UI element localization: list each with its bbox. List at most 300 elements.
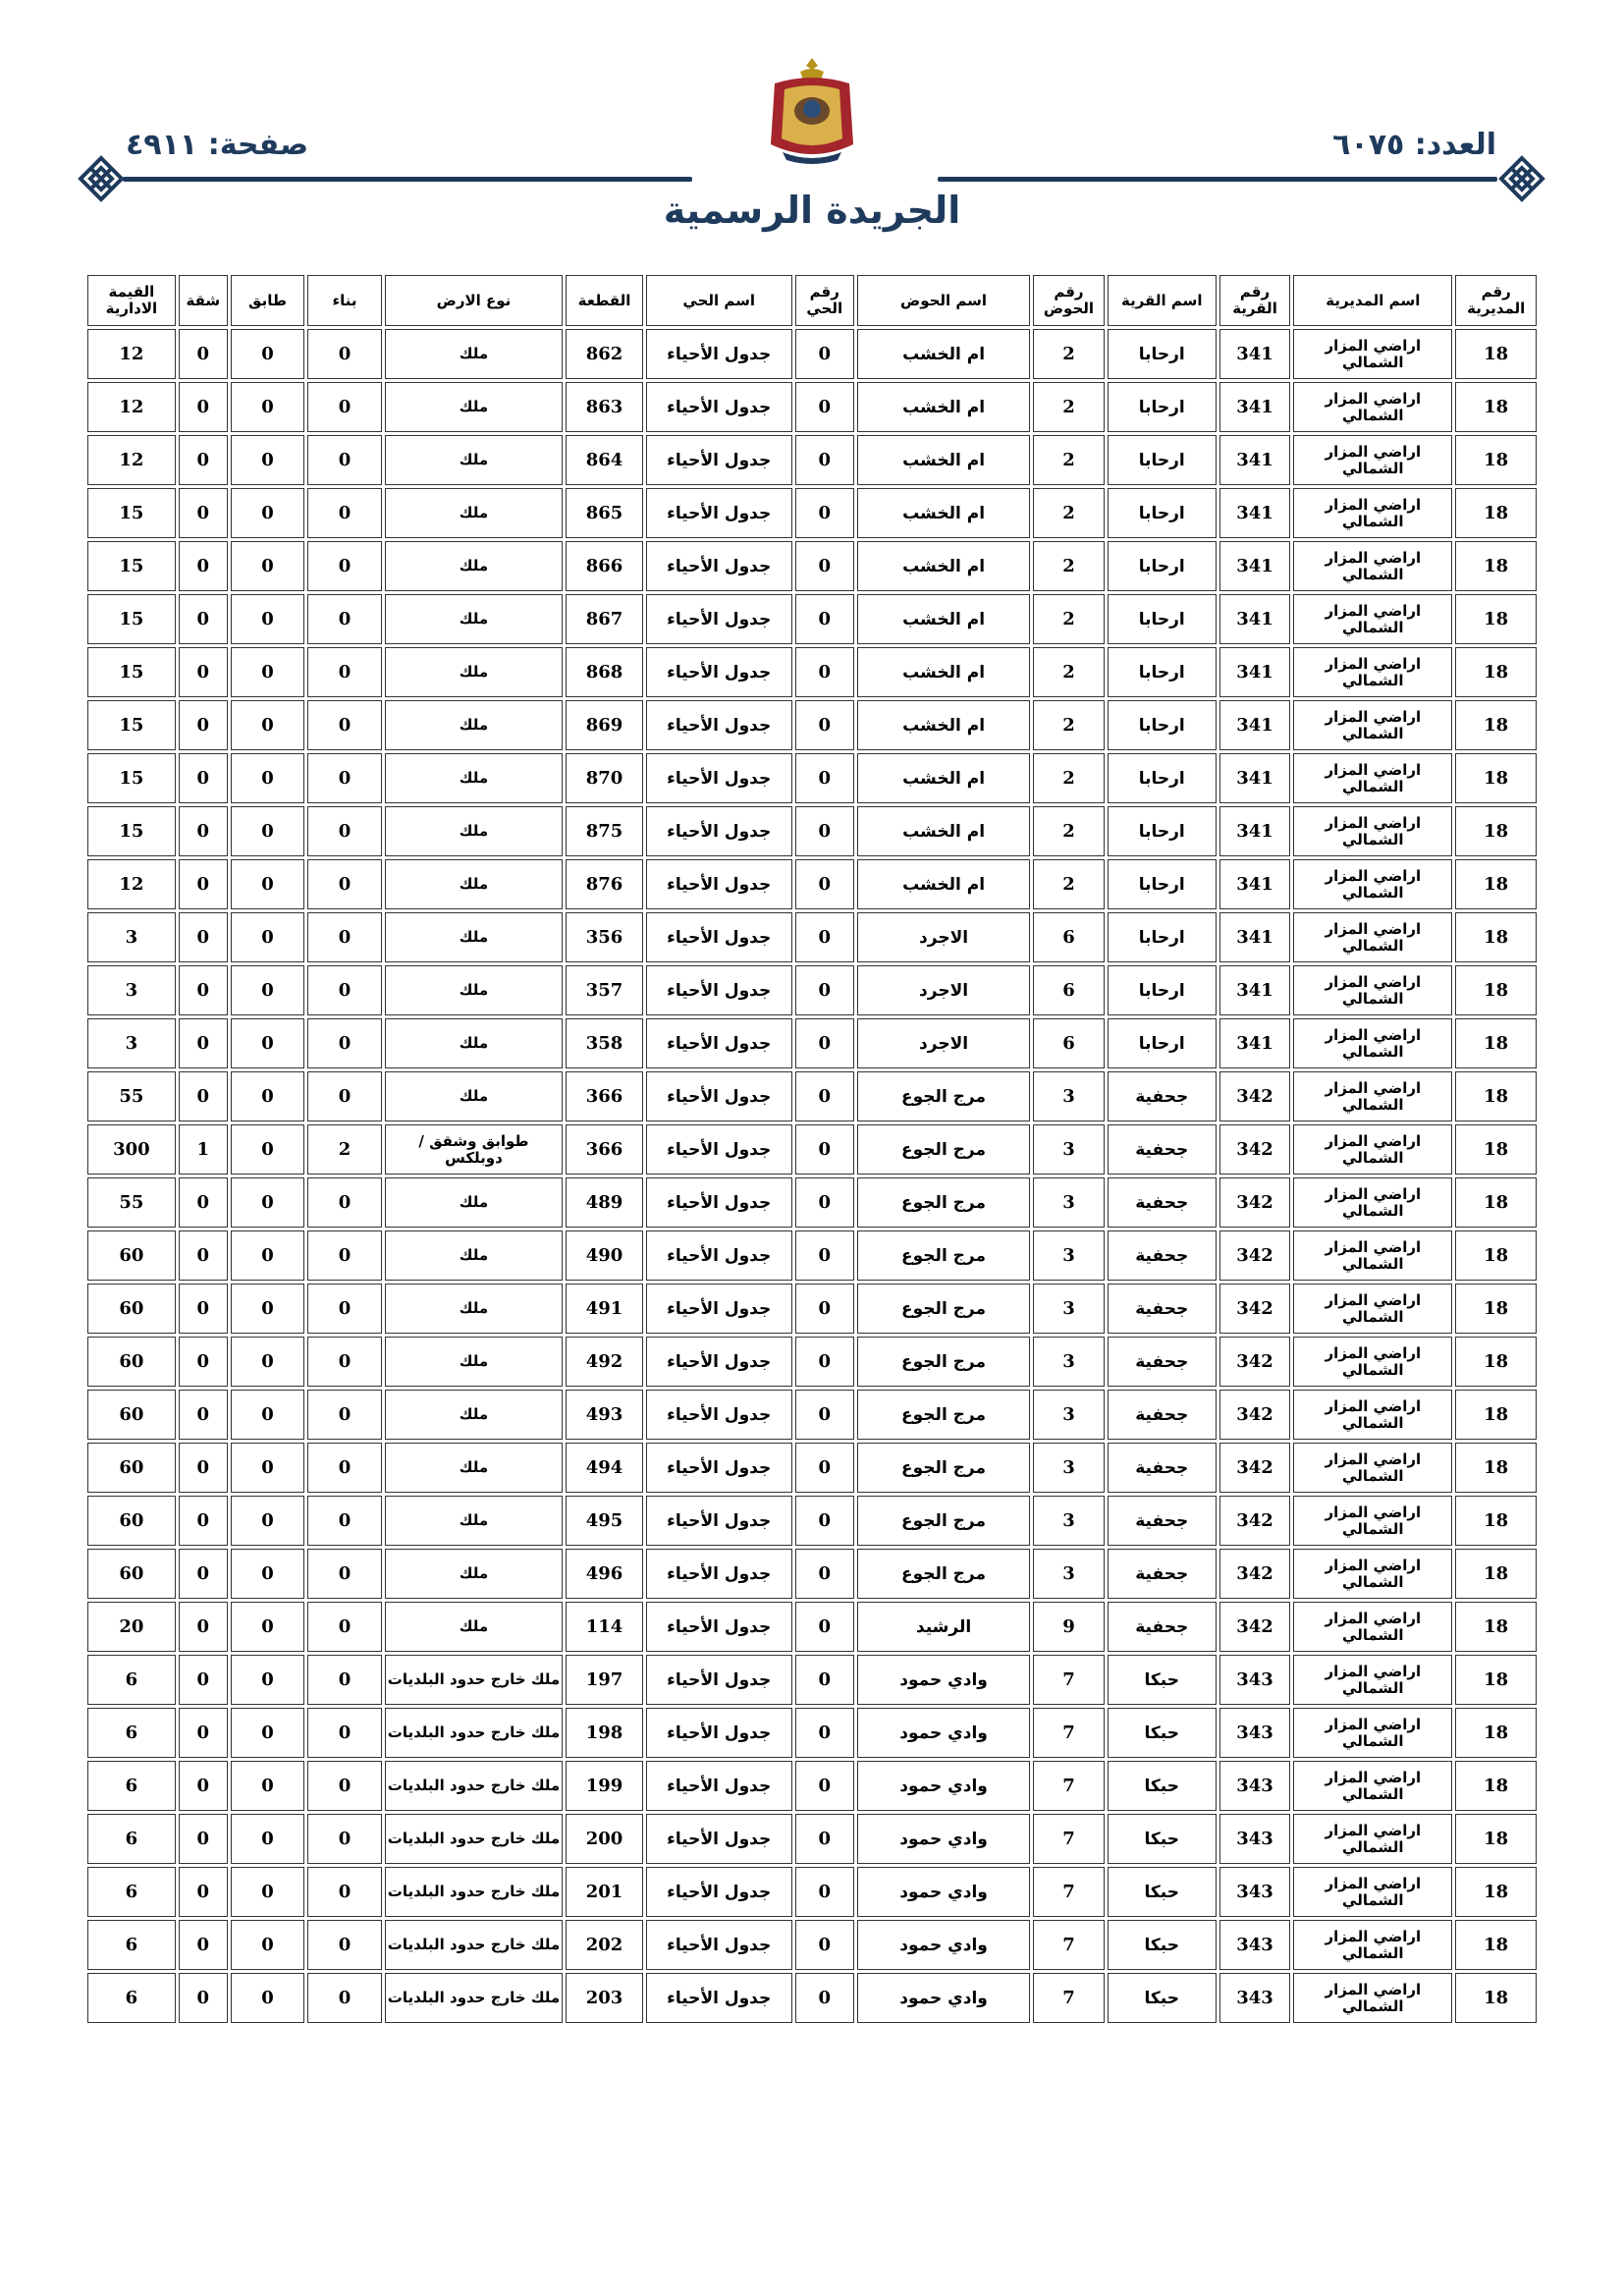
table-cell: 2: [1033, 594, 1104, 644]
table-cell: 0: [179, 541, 228, 591]
table-cell: 2: [1033, 859, 1104, 909]
table-cell: 0: [795, 488, 854, 538]
table-cell: ملك: [385, 1602, 564, 1652]
table-cell: 0: [307, 1708, 381, 1758]
table-row: [87, 1708, 1537, 1758]
table-cell: 0: [231, 1177, 304, 1228]
table-cell: ام الخشب: [857, 382, 1030, 432]
table-cell: 18: [1455, 647, 1537, 697]
table-cell: 342: [1219, 1390, 1290, 1440]
column-header: القيمة الادارية: [87, 275, 176, 326]
table-cell: اراضي المزار الشمالي: [1293, 1018, 1452, 1068]
table-cell: جدول الأحياء: [646, 1867, 792, 1917]
table-cell: اراضي المزار الشمالي: [1293, 1761, 1452, 1811]
table-cell: 0: [179, 382, 228, 432]
table-cell: 3: [1033, 1071, 1104, 1121]
table-cell: مرج الجوع: [857, 1177, 1030, 1228]
table-cell: 0: [231, 1071, 304, 1121]
table-cell: 0: [795, 1549, 854, 1599]
table-cell: 20: [87, 1602, 176, 1652]
table-cell: 0: [231, 806, 304, 856]
table-cell: 12: [87, 382, 176, 432]
table-cell: جدول الأحياء: [646, 1230, 792, 1281]
table-row: [87, 541, 1537, 591]
table-cell: 491: [566, 1284, 643, 1334]
table-cell: 18: [1455, 1018, 1537, 1068]
table-cell: 0: [179, 594, 228, 644]
table-cell: 0: [307, 859, 381, 909]
table-cell: 2: [307, 1124, 381, 1175]
table-cell: 0: [179, 1973, 228, 2023]
table-cell: 0: [795, 382, 854, 432]
table-cell: جدول الأحياء: [646, 647, 792, 697]
table-cell: 0: [795, 1496, 854, 1546]
table-cell: 0: [179, 329, 228, 379]
table-cell: الاجرد: [857, 965, 1030, 1015]
table-cell: 495: [566, 1496, 643, 1546]
table-cell: 18: [1455, 1549, 1537, 1599]
table-cell: مرج الجوع: [857, 1284, 1030, 1334]
table-cell: 0: [179, 1867, 228, 1917]
table-cell: اراضي المزار الشمالي: [1293, 965, 1452, 1015]
table-cell: 0: [307, 329, 381, 379]
table-cell: 2: [1033, 806, 1104, 856]
table-cell: 0: [231, 1814, 304, 1864]
table-cell: 15: [87, 541, 176, 591]
table-cell: ملك: [385, 965, 564, 1015]
table-cell: جدول الأحياء: [646, 859, 792, 909]
table-cell: جحفية: [1108, 1496, 1217, 1546]
table-cell: 341: [1219, 594, 1290, 644]
table-cell: اراضي المزار الشمالي: [1293, 1284, 1452, 1334]
table-cell: حبكا: [1108, 1761, 1217, 1811]
table-cell: ملك: [385, 700, 564, 750]
table-cell: 18: [1455, 806, 1537, 856]
table-cell: اراضي المزار الشمالي: [1293, 1443, 1452, 1493]
table-cell: ارحابا: [1108, 594, 1217, 644]
table-cell: 342: [1219, 1071, 1290, 1121]
table-cell: جدول الأحياء: [646, 1655, 792, 1705]
table-cell: 15: [87, 594, 176, 644]
table-cell: اراضي المزار الشمالي: [1293, 647, 1452, 697]
table-cell: 0: [307, 1549, 381, 1599]
table-cell: ملك: [385, 1443, 564, 1493]
table-cell: 7: [1033, 1920, 1104, 1970]
column-header: رقم القرية: [1219, 275, 1290, 326]
table-cell: 18: [1455, 1284, 1537, 1334]
table-cell: 18: [1455, 1230, 1537, 1281]
table-cell: 0: [231, 1602, 304, 1652]
table-row: [87, 1814, 1537, 1864]
table-cell: حبكا: [1108, 1867, 1217, 1917]
table-cell: ملك: [385, 753, 564, 803]
table-cell: 15: [87, 647, 176, 697]
table-cell: 7: [1033, 1867, 1104, 1917]
table-cell: ملك خارج حدود البلديات: [385, 1973, 564, 2023]
table-cell: جحفية: [1108, 1602, 1217, 1652]
table-cell: 0: [795, 1655, 854, 1705]
table-cell: 863: [566, 382, 643, 432]
table-cell: 60: [87, 1443, 176, 1493]
table-cell: 0: [231, 1018, 304, 1068]
table-row: [87, 912, 1537, 962]
table-cell: 0: [307, 1973, 381, 2023]
table-cell: 343: [1219, 1814, 1290, 1864]
table-cell: 2: [1033, 647, 1104, 697]
table-cell: 0: [307, 965, 381, 1015]
table-cell: وادي حمود: [857, 1973, 1030, 2023]
table-cell: ملك: [385, 1337, 564, 1387]
table-cell: جدول الأحياء: [646, 1443, 792, 1493]
table-cell: اراضي المزار الشمالي: [1293, 753, 1452, 803]
table-cell: ام الخشب: [857, 488, 1030, 538]
table-cell: 7: [1033, 1973, 1104, 2023]
table-cell: 0: [795, 1973, 854, 2023]
table-cell: 2: [1033, 382, 1104, 432]
table-cell: ام الخشب: [857, 753, 1030, 803]
table-row: [87, 806, 1537, 856]
page-header: [0, 0, 1624, 265]
table-cell: جدول الأحياء: [646, 1920, 792, 1970]
table-cell: 0: [231, 1496, 304, 1546]
table-cell: جدول الأحياء: [646, 329, 792, 379]
table-row: [87, 1337, 1537, 1387]
table-cell: 341: [1219, 753, 1290, 803]
table-cell: 0: [795, 1230, 854, 1281]
table-cell: 18: [1455, 1973, 1537, 2023]
table-row: [87, 1920, 1537, 1970]
table-cell: اراضي المزار الشمالي: [1293, 1867, 1452, 1917]
column-header: رقم الحوض: [1033, 275, 1104, 326]
table-cell: 2: [1033, 488, 1104, 538]
table-cell: 0: [795, 541, 854, 591]
table-cell: 18: [1455, 1496, 1537, 1546]
table-cell: جدول الأحياء: [646, 1496, 792, 1546]
table-cell: ام الخشب: [857, 541, 1030, 591]
table-cell: 356: [566, 912, 643, 962]
table-cell: 12: [87, 435, 176, 485]
table-cell: 18: [1455, 329, 1537, 379]
table-cell: 0: [307, 1655, 381, 1705]
table-cell: 343: [1219, 1655, 1290, 1705]
table-cell: 341: [1219, 965, 1290, 1015]
table-cell: اراضي المزار الشمالي: [1293, 1390, 1452, 1440]
table-row: [87, 1655, 1537, 1705]
table-cell: جدول الأحياء: [646, 1708, 792, 1758]
table-cell: ملك: [385, 1018, 564, 1068]
table-cell: 868: [566, 647, 643, 697]
table-cell: 60: [87, 1230, 176, 1281]
table-cell: 12: [87, 329, 176, 379]
table-cell: ملك: [385, 435, 564, 485]
table-cell: 0: [307, 1230, 381, 1281]
table-cell: 3: [87, 1018, 176, 1068]
table-cell: 0: [231, 965, 304, 1015]
table-cell: ملك خارج حدود البلديات: [385, 1655, 564, 1705]
table-cell: اراضي المزار الشمالي: [1293, 1549, 1452, 1599]
table-cell: 0: [795, 806, 854, 856]
column-header: شقة: [179, 275, 228, 326]
page-number: صفحة: ٤٩١١: [126, 128, 309, 162]
table-cell: ملك: [385, 647, 564, 697]
table-cell: 0: [231, 594, 304, 644]
table-cell: 18: [1455, 1124, 1537, 1175]
table-cell: 0: [179, 1390, 228, 1440]
table-cell: جدول الأحياء: [646, 594, 792, 644]
table-cell: 6: [87, 1761, 176, 1811]
table-cell: مرج الجوع: [857, 1124, 1030, 1175]
gazette-title: الجريدة الرسمية: [663, 189, 961, 232]
table-cell: 0: [179, 1602, 228, 1652]
table-cell: 55: [87, 1177, 176, 1228]
table-cell: 60: [87, 1284, 176, 1334]
header-rule-right: [938, 177, 1497, 182]
table-cell: 3: [1033, 1337, 1104, 1387]
table-cell: جدول الأحياء: [646, 382, 792, 432]
table-row: [87, 382, 1537, 432]
table-cell: 0: [795, 1602, 854, 1652]
table-row: [87, 647, 1537, 697]
column-header: القطعة: [566, 275, 643, 326]
table-cell: وادي حمود: [857, 1708, 1030, 1758]
table-cell: وادي حمود: [857, 1761, 1030, 1811]
table-cell: ملك: [385, 859, 564, 909]
table-cell: حبكا: [1108, 1973, 1217, 2023]
table-cell: 55: [87, 1071, 176, 1121]
table-cell: جدول الأحياء: [646, 965, 792, 1015]
table-cell: ملك خارج حدود البلديات: [385, 1761, 564, 1811]
table-cell: اراضي المزار الشمالي: [1293, 1814, 1452, 1864]
table-cell: 0: [231, 329, 304, 379]
table-cell: 0: [795, 1284, 854, 1334]
table-cell: اراضي المزار الشمالي: [1293, 435, 1452, 485]
table-cell: ملك: [385, 541, 564, 591]
table-cell: 7: [1033, 1761, 1104, 1811]
table-cell: ملك: [385, 1230, 564, 1281]
table-cell: 494: [566, 1443, 643, 1493]
table-cell: 6: [87, 1867, 176, 1917]
table-cell: 0: [795, 329, 854, 379]
table-cell: 489: [566, 1177, 643, 1228]
table-cell: اراضي المزار الشمالي: [1293, 329, 1452, 379]
table-cell: جدول الأحياء: [646, 1549, 792, 1599]
table-cell: 197: [566, 1655, 643, 1705]
table-cell: 18: [1455, 1708, 1537, 1758]
table-cell: 0: [795, 1018, 854, 1068]
table-cell: وادي حمود: [857, 1867, 1030, 1917]
column-header: نوع الارض: [385, 275, 564, 326]
table-cell: ملك: [385, 594, 564, 644]
table-cell: ارحابا: [1108, 329, 1217, 379]
table-cell: اراضي المزار الشمالي: [1293, 700, 1452, 750]
table-row: [87, 1071, 1537, 1121]
table-cell: 870: [566, 753, 643, 803]
table-cell: 341: [1219, 541, 1290, 591]
table-cell: ارحابا: [1108, 965, 1217, 1015]
table-cell: 0: [795, 1390, 854, 1440]
table-cell: ملك: [385, 806, 564, 856]
table-cell: جحفية: [1108, 1284, 1217, 1334]
table-cell: ارحابا: [1108, 859, 1217, 909]
table-cell: 200: [566, 1814, 643, 1864]
table-cell: 342: [1219, 1337, 1290, 1387]
table-cell: 6: [87, 1973, 176, 2023]
table-cell: 18: [1455, 1655, 1537, 1705]
table-cell: 12: [87, 859, 176, 909]
table-cell: 18: [1455, 1602, 1537, 1652]
table-cell: 0: [179, 1337, 228, 1387]
table-cell: جدول الأحياء: [646, 488, 792, 538]
table-cell: 0: [307, 753, 381, 803]
table-row: [87, 435, 1537, 485]
table-cell: 18: [1455, 753, 1537, 803]
table-cell: جدول الأحياء: [646, 541, 792, 591]
table-cell: 0: [795, 1071, 854, 1121]
table-cell: 0: [307, 700, 381, 750]
table-cell: جدول الأحياء: [646, 1071, 792, 1121]
table-cell: جدول الأحياء: [646, 1761, 792, 1811]
table-cell: مرج الجوع: [857, 1443, 1030, 1493]
assessment-table-container: [84, 272, 1540, 2026]
table-cell: 0: [179, 1230, 228, 1281]
table-cell: 342: [1219, 1284, 1290, 1334]
table-cell: 0: [231, 382, 304, 432]
table-cell: 343: [1219, 1973, 1290, 2023]
table-cell: 0: [795, 912, 854, 962]
table-cell: 0: [307, 1390, 381, 1440]
table-cell: 496: [566, 1549, 643, 1599]
table-cell: 3: [1033, 1284, 1104, 1334]
table-cell: ملك: [385, 1071, 564, 1121]
table-cell: 342: [1219, 1124, 1290, 1175]
table-cell: 18: [1455, 1177, 1537, 1228]
column-header: طابق: [231, 275, 304, 326]
table-cell: جدول الأحياء: [646, 435, 792, 485]
table-cell: 0: [795, 1177, 854, 1228]
table-cell: 6: [1033, 912, 1104, 962]
table-cell: اراضي المزار الشمالي: [1293, 1124, 1452, 1175]
table-header-row: [87, 275, 1537, 326]
table-cell: 0: [179, 1655, 228, 1705]
table-cell: 0: [795, 594, 854, 644]
table-cell: جحفية: [1108, 1549, 1217, 1599]
table-cell: اراضي المزار الشمالي: [1293, 382, 1452, 432]
table-cell: ملك خارج حدود البلديات: [385, 1708, 564, 1758]
table-cell: 0: [795, 753, 854, 803]
table-cell: 876: [566, 859, 643, 909]
table-row: [87, 1230, 1537, 1281]
table-row: [87, 329, 1537, 379]
table-cell: ارحابا: [1108, 806, 1217, 856]
table-cell: 7: [1033, 1708, 1104, 1758]
table-cell: 7: [1033, 1814, 1104, 1864]
table-cell: 0: [179, 647, 228, 697]
table-row: [87, 1443, 1537, 1493]
table-cell: 6: [1033, 1018, 1104, 1068]
coat-of-arms-icon: [763, 54, 861, 167]
table-body: [87, 329, 1537, 2023]
table-cell: جحفية: [1108, 1177, 1217, 1228]
table-cell: 3: [1033, 1177, 1104, 1228]
table-cell: 0: [795, 1443, 854, 1493]
table-cell: 18: [1455, 965, 1537, 1015]
table-cell: مرج الجوع: [857, 1549, 1030, 1599]
table-cell: 0: [795, 1124, 854, 1175]
table-cell: حبكا: [1108, 1655, 1217, 1705]
table-cell: 18: [1455, 1443, 1537, 1493]
table-cell: وادي حمود: [857, 1814, 1030, 1864]
table-cell: 342: [1219, 1443, 1290, 1493]
table-cell: 18: [1455, 1761, 1537, 1811]
table-cell: جدول الأحياء: [646, 753, 792, 803]
table-cell: ارحابا: [1108, 435, 1217, 485]
table-cell: جحفية: [1108, 1443, 1217, 1493]
table-cell: جدول الأحياء: [646, 1177, 792, 1228]
table-cell: جدول الأحياء: [646, 1337, 792, 1387]
table-cell: ام الخشب: [857, 859, 1030, 909]
table-cell: 0: [179, 859, 228, 909]
table-cell: الرشيد: [857, 1602, 1030, 1652]
table-cell: 341: [1219, 700, 1290, 750]
table-cell: 0: [307, 541, 381, 591]
table-cell: 0: [179, 1708, 228, 1758]
table-cell: مرج الجوع: [857, 1337, 1030, 1387]
table-cell: 0: [307, 594, 381, 644]
table-cell: 0: [795, 1920, 854, 1970]
table-cell: ملك خارج حدود البلديات: [385, 1814, 564, 1864]
table-cell: 342: [1219, 1496, 1290, 1546]
table-row: [87, 1602, 1537, 1652]
table-cell: 18: [1455, 1814, 1537, 1864]
table-cell: 0: [307, 1443, 381, 1493]
column-header: رقم المديرية: [1455, 275, 1537, 326]
table-cell: 0: [307, 1018, 381, 1068]
table-cell: الاجرد: [857, 912, 1030, 962]
column-header: بناء: [307, 275, 381, 326]
table-cell: 0: [231, 1124, 304, 1175]
table-cell: 6: [87, 1814, 176, 1864]
column-header: اسم القرية: [1108, 275, 1217, 326]
table-cell: 342: [1219, 1602, 1290, 1652]
table-cell: 18: [1455, 594, 1537, 644]
table-cell: ملك: [385, 1177, 564, 1228]
table-cell: 0: [795, 1337, 854, 1387]
table-row: [87, 1177, 1537, 1228]
table-cell: 0: [179, 965, 228, 1015]
table-cell: 0: [307, 1284, 381, 1334]
table-cell: 0: [307, 488, 381, 538]
table-cell: 0: [307, 1177, 381, 1228]
table-cell: 18: [1455, 1920, 1537, 1970]
table-cell: 1: [179, 1124, 228, 1175]
table-cell: 0: [179, 1496, 228, 1546]
table-cell: ملك: [385, 382, 564, 432]
table-cell: ام الخشب: [857, 700, 1030, 750]
table-cell: 0: [231, 1655, 304, 1705]
table-cell: 18: [1455, 859, 1537, 909]
table-cell: ارحابا: [1108, 753, 1217, 803]
table-cell: 341: [1219, 806, 1290, 856]
table-cell: 60: [87, 1496, 176, 1546]
table-cell: 6: [87, 1655, 176, 1705]
table-cell: ملك خارج حدود البلديات: [385, 1920, 564, 1970]
table-cell: 203: [566, 1973, 643, 2023]
table-cell: 0: [231, 859, 304, 909]
table-cell: ملك: [385, 329, 564, 379]
table-cell: 18: [1455, 1337, 1537, 1387]
table-cell: 366: [566, 1124, 643, 1175]
table-cell: 199: [566, 1761, 643, 1811]
